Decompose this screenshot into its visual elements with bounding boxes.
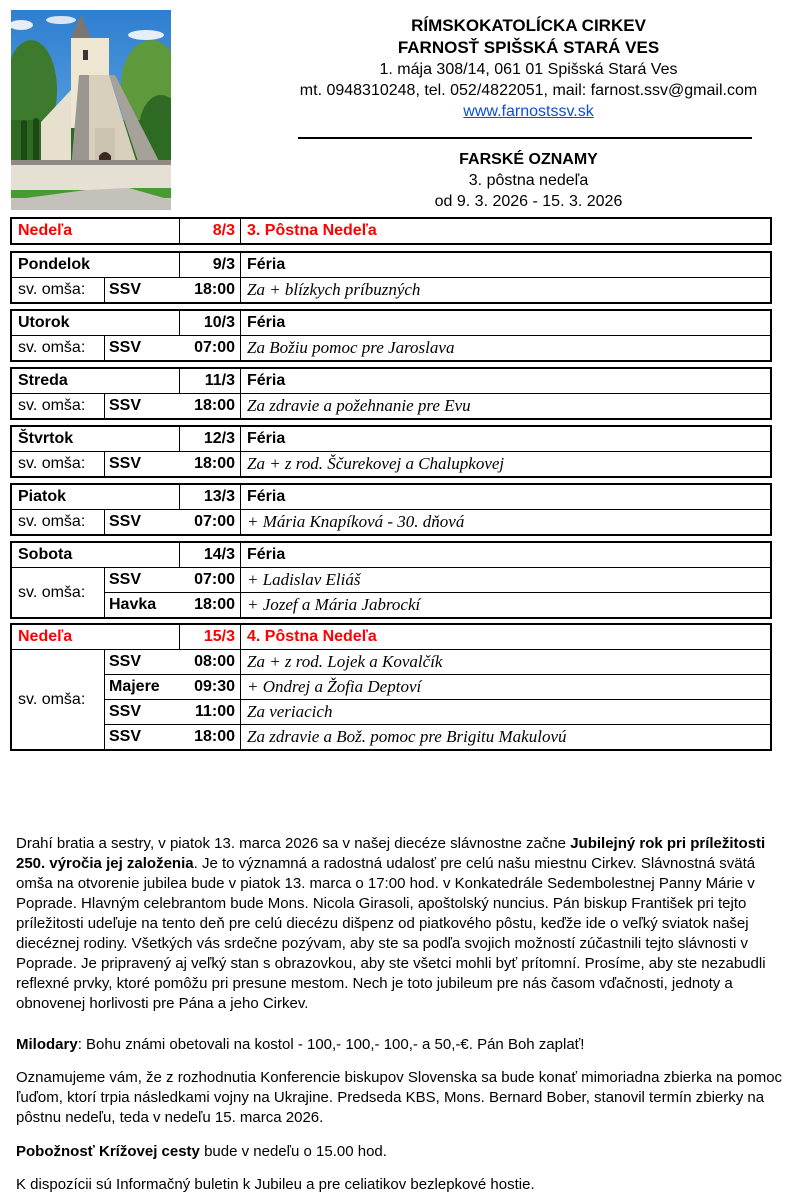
- parish-name: FARNOSŤ SPIŠSKÁ STARÁ VES: [397, 38, 660, 57]
- donations-text: : Bohu známi obetovali na kostol - 100,- 100,- 100,- a 50,-€. Pán Boh zaplať!: [77, 1036, 585, 1053]
- day-feast: Féria: [247, 430, 286, 447]
- text-line: príležitosti udeľuje na tento deň pre celú diecézu dišpenz od piatkového pôstu, keďže ide o veľký sviatok našej: [16, 915, 749, 932]
- day-name: Streda: [12, 369, 180, 393]
- day-name: Nedeľa: [12, 625, 180, 649]
- text-line: Drahí bratia a sestry, v piatok 13. marca 2026 sa v našej diecéze slávnostne začne: [16, 835, 571, 852]
- header-divider: [298, 137, 752, 139]
- mass-place: SSV: [109, 339, 142, 356]
- mass-time: 18:00: [180, 593, 241, 617]
- mass-label: sv. omša:: [12, 510, 105, 534]
- mass-intention: Za zdravie a Bož. pomoc pre Brigitu Makulovú: [247, 727, 567, 746]
- mass-place: SSV: [109, 728, 142, 745]
- website-link[interactable]: www.farnostssv.sk: [463, 103, 594, 120]
- mass-intention: Za + blízkych príbuzných: [247, 280, 421, 299]
- schedule-day-wednesday: [10, 367, 772, 420]
- mass-intention: + Jozef a Mária Jabrockí: [247, 595, 421, 614]
- mass-place: SSV: [109, 455, 142, 472]
- mass-time: 09:30: [180, 675, 241, 699]
- stations-text: bude v nedeľu o 15.00 hod.: [199, 1143, 387, 1160]
- mass-time: 08:00: [180, 650, 241, 674]
- day-feast: Féria: [247, 546, 286, 563]
- mass-row: [12, 451, 770, 476]
- day-name: Nedeľa: [12, 219, 180, 243]
- mass-time: 07:00: [180, 510, 241, 534]
- mass-row: [105, 674, 770, 699]
- day-date: 12/3: [180, 427, 241, 451]
- text-line: diecéznej rodiny. Všetkých vás srdečne pozývam, aby ste sa podľa svojich možností zúčastnili tejto slávnosti v: [16, 935, 748, 952]
- text-line: Poprade. Hlavným celebrantom bude Mons. Nicola Girasoli, apoštolský nuncius. Pán biskup František pri tejto: [16, 895, 747, 912]
- mass-place: Havka: [109, 596, 157, 613]
- mass-time: 18:00: [180, 394, 241, 418]
- announcements-subtitle: 3. pôstna nedeľa: [468, 172, 589, 189]
- mass-label: sv. omša:: [12, 568, 105, 617]
- schedule-day-tuesday: [10, 309, 772, 362]
- mass-time: 07:00: [180, 568, 241, 592]
- donations-label: Milodary: [16, 1036, 78, 1053]
- mass-time: 11:00: [180, 700, 241, 724]
- mass-intention: + Ondrej a Žofia Deptoví: [247, 677, 422, 696]
- day-date: 11/3: [180, 369, 241, 393]
- church-icon: [11, 10, 171, 210]
- announcements-heading: [260, 150, 797, 212]
- text-line: ľuďom, ktorí trpia následkami vojny na Ukrajine. Predseda KBS, Mons. Bernard Bober, stanovil termín zbierky na: [16, 1089, 765, 1106]
- mass-row: [105, 592, 770, 617]
- mass-intention: Za + z rod. Lojek a Kovalčík: [247, 652, 443, 671]
- text-line: reflexné prvky, ktoré pomôžu pri presune mestom. Nech je toto jubileum pre nás časom vďačnosti, jednoty a: [16, 975, 733, 992]
- parish-address: 1. mája 308/14, 061 01 Spišská Stará Ves: [379, 61, 678, 78]
- text-line: K dispozícii sú Informačný buletin k Jubileu a pre celiatikov bezlepkové hostie.: [16, 1176, 535, 1193]
- day-feast: 4. Pôstna Nedeľa: [247, 628, 377, 645]
- mass-intention: Za zdravie a požehnanie pre Evu: [247, 396, 471, 415]
- mass-place: SSV: [109, 571, 142, 588]
- day-date: 9/3: [180, 253, 241, 277]
- mass-place: SSV: [109, 703, 142, 720]
- mass-row: [12, 335, 770, 360]
- mass-intention: + Ladislav Eliáš: [247, 570, 361, 589]
- mass-label: sv. omša:: [12, 394, 105, 418]
- bulletin-paragraph: [16, 1175, 797, 1195]
- day-date: 14/3: [180, 543, 241, 567]
- church-painting-image: [11, 10, 171, 210]
- text-line: obnovenej horlivosti pre Pána a jeho Cirkev.: [16, 995, 309, 1012]
- text-line: Oznamujeme vám, že z rozhodnutia Konferencie biskupov Slovenska sa bude konať mimoriadna zbierka na pomoc: [16, 1069, 783, 1086]
- schedule-day-sunday-15-3: [10, 623, 772, 751]
- mass-label: sv. omša:: [12, 452, 105, 476]
- day-feast: 3. Pôstna Nedeľa: [247, 222, 377, 239]
- mass-intention: Za + z rod. Ščurekovej a Chalupkovej: [247, 454, 505, 473]
- schedule-day-sunday-8-3: [10, 217, 772, 245]
- day-feast: Féria: [247, 372, 286, 389]
- jubilee-paragraph: [16, 834, 797, 1014]
- mass-row: [12, 509, 770, 534]
- day-name: Pondelok: [12, 253, 180, 277]
- collection-paragraph: [16, 1068, 797, 1128]
- day-feast: Féria: [247, 256, 286, 273]
- anniversary-highlight: 250. výročia jej založenia: [16, 855, 194, 872]
- mass-row: [105, 724, 770, 749]
- mass-time: 07:00: [180, 336, 241, 360]
- day-date: 15/3: [180, 625, 241, 649]
- schedule-day-thursday: [10, 425, 772, 478]
- day-feast: Féria: [247, 488, 286, 505]
- announcements-period: od 9. 3. 2026 - 15. 3. 2026: [434, 193, 623, 210]
- church-name: RÍMSKOKATOLÍCKA CIRKEV: [411, 16, 646, 35]
- stations-label: Pobožnosť Krížovej cesty: [16, 1143, 200, 1160]
- day-name: Piatok: [12, 485, 180, 509]
- mass-row: [12, 277, 770, 302]
- mass-place: SSV: [109, 653, 142, 670]
- day-date: 13/3: [180, 485, 241, 509]
- mass-place: Majere: [109, 678, 160, 695]
- text-line: omša na otvorenie jubilea bude v piatok 13. marca o 17:00 hod. v Konkatedrále Sedembolestnej Panny Márie v: [16, 875, 755, 892]
- parish-header: [260, 15, 797, 122]
- mass-place: SSV: [109, 281, 142, 298]
- day-date: 10/3: [180, 311, 241, 335]
- schedule-day-saturday: [10, 541, 772, 619]
- schedule-day-monday: [10, 251, 772, 304]
- text-line: pôstnu nedeľu, teda v nedeľu 15. marca 2026.: [16, 1109, 324, 1126]
- mass-intention: + Mária Knapíková - 30. dňová: [247, 512, 465, 531]
- day-name: Utorok: [12, 311, 180, 335]
- mass-row: [12, 393, 770, 418]
- mass-label: sv. omša:: [12, 336, 105, 360]
- announcements-title: FARSKÉ OZNAMY: [459, 151, 598, 168]
- mass-time: 18:00: [180, 725, 241, 749]
- parish-contact: mt. 0948310248, tel. 052/4822051, mail: farnost.ssv@gmail.com: [299, 82, 758, 99]
- mass-intention: Za Božiu pomoc pre Jaroslava: [247, 338, 455, 357]
- mass-place: SSV: [109, 397, 142, 414]
- day-feast: Féria: [247, 314, 286, 331]
- donations-paragraph: [16, 1035, 797, 1055]
- mass-intention: Za veriacich: [247, 702, 333, 721]
- day-name: Štvrtok: [12, 427, 180, 451]
- mass-place: SSV: [109, 513, 142, 530]
- mass-label: sv. omša:: [12, 278, 105, 302]
- mass-row: [105, 699, 770, 724]
- stations-paragraph: [16, 1142, 797, 1162]
- mass-row: [105, 568, 770, 592]
- mass-row: [105, 650, 770, 674]
- mass-label: sv. omša:: [12, 650, 105, 749]
- day-date: 8/3: [180, 219, 241, 243]
- text-line: . Je to významná a radostná udalosť pre celú našu miestnu Cirkev. Slávnostná svätá: [193, 855, 756, 872]
- jubilee-highlight: Jubilejný rok pri príležitosti: [570, 835, 766, 852]
- schedule-day-friday: [10, 483, 772, 536]
- text-line: Poprade. Je pripravený aj veľký stan s obrazovkou, aby ste všetci mohli byť prítomní. Prosíme, aby ste nezabudli: [16, 955, 766, 972]
- mass-time: 18:00: [180, 278, 241, 302]
- mass-time: 18:00: [180, 452, 241, 476]
- day-name: Sobota: [12, 543, 180, 567]
